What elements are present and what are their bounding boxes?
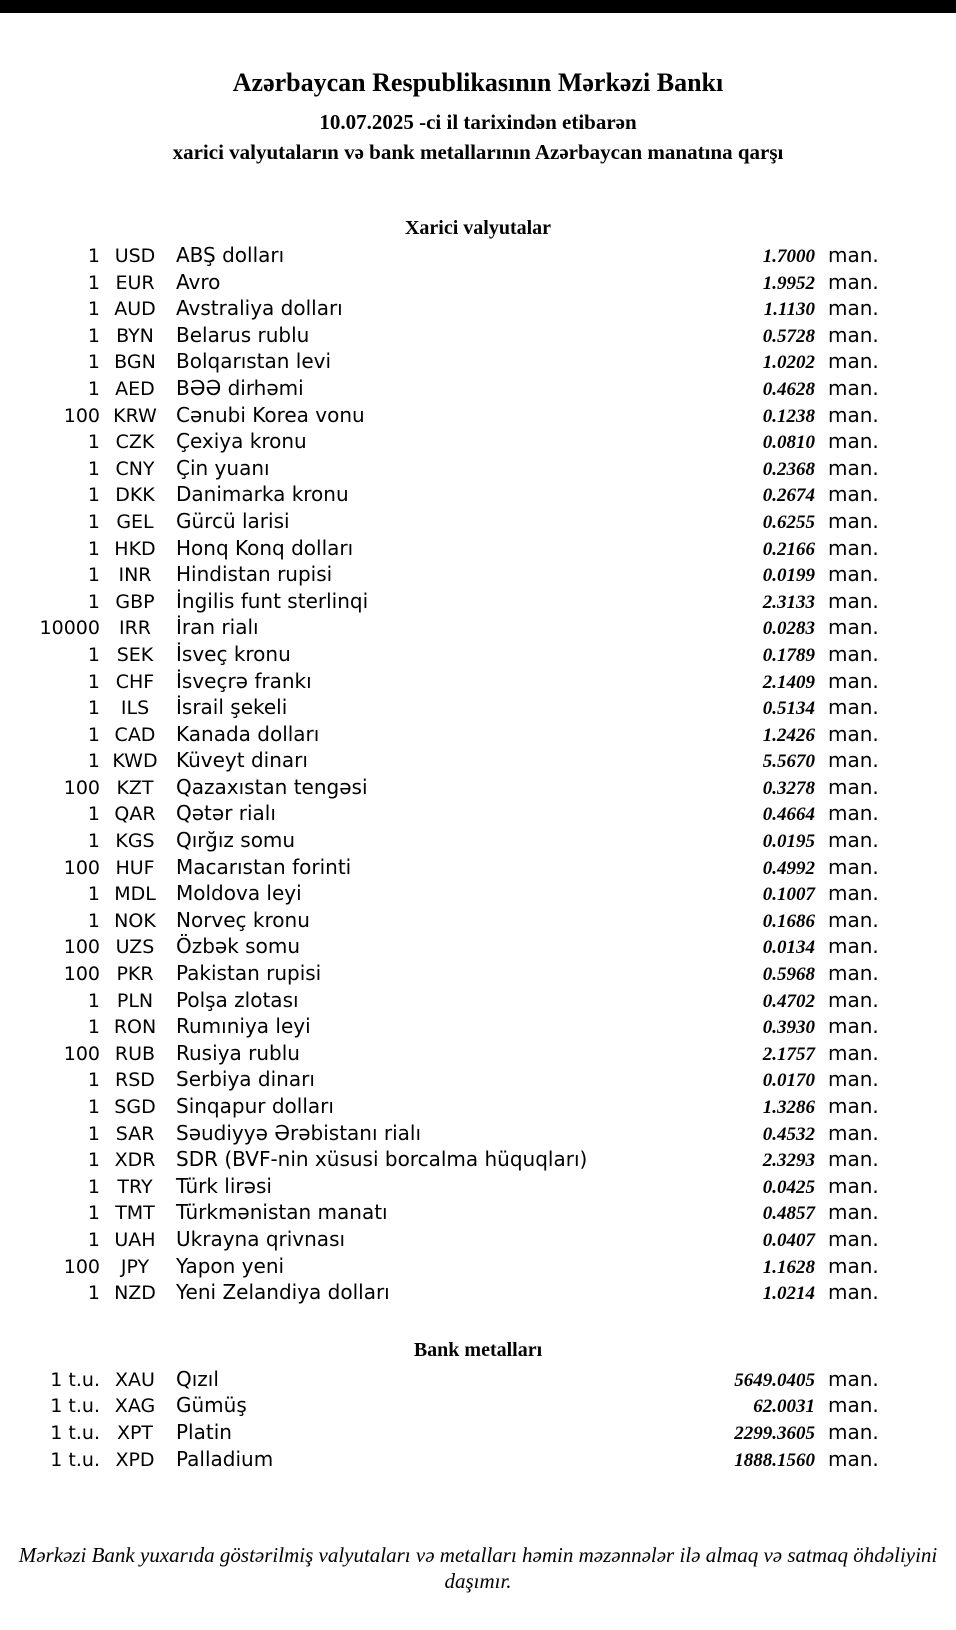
currency-code: SAR bbox=[115, 1122, 155, 1145]
currency-unit: man. bbox=[828, 828, 879, 853]
currency-name: Serbiya dinarı bbox=[176, 1067, 315, 1092]
metal-quantity: 1 t.u. bbox=[50, 1448, 100, 1471]
currency-rate: 1.7000 bbox=[762, 246, 815, 267]
currency-code: KRW bbox=[113, 404, 157, 427]
currency-rate: 0.3278 bbox=[762, 777, 815, 799]
currency-rate: 0.2368 bbox=[762, 458, 815, 480]
currency-unit: man. bbox=[828, 961, 879, 986]
currency-name: Polşa zlotası bbox=[176, 987, 299, 1012]
currency-name: BƏƏ dirhəmi bbox=[176, 375, 304, 400]
currency-name: Səudiyyə Ərəbistanı rialı bbox=[176, 1120, 422, 1145]
currency-name: Hindistan rupisi bbox=[176, 562, 333, 587]
currency-unit: man. bbox=[828, 1147, 879, 1172]
currency-name: Bolqarıstan levi bbox=[176, 349, 332, 374]
currency-rate: 0.4664 bbox=[762, 804, 815, 826]
currency-code: CNY bbox=[115, 457, 155, 480]
metal-row bbox=[0, 1392, 956, 1419]
metal-unit: man. bbox=[828, 1366, 879, 1391]
metal-code: XAU bbox=[115, 1368, 155, 1391]
currency-code: AUD bbox=[114, 298, 156, 321]
currency-row bbox=[0, 1253, 956, 1280]
currency-rate: 0.4702 bbox=[762, 990, 815, 1012]
currency-name: ABŞ dolları bbox=[176, 243, 285, 267]
currency-rate: 1.2426 bbox=[762, 724, 815, 746]
currency-unit: man. bbox=[828, 934, 879, 959]
currency-unit: man. bbox=[828, 1094, 879, 1118]
currency-name: Avro bbox=[176, 269, 221, 294]
currency-unit: man. bbox=[828, 748, 879, 773]
currency-code: RON bbox=[113, 1016, 157, 1039]
currency-row bbox=[0, 880, 956, 907]
currency-rate: 2.3293 bbox=[762, 1150, 815, 1172]
currency-unit: man. bbox=[828, 1120, 879, 1145]
currency-quantity: 1 bbox=[87, 298, 100, 321]
currency-quantity: 1 bbox=[87, 830, 100, 853]
currency-quantity: 1 bbox=[87, 1122, 100, 1145]
currency-quantity: 1 bbox=[87, 537, 100, 560]
currency-rate: 0.4628 bbox=[762, 378, 815, 400]
metal-row bbox=[0, 1366, 956, 1393]
currency-unit: man. bbox=[828, 1200, 879, 1225]
currency-code: BYN bbox=[116, 324, 154, 347]
currency-name: İsveçrə frankı bbox=[176, 668, 312, 693]
currency-name: Macarıstan forinti bbox=[176, 854, 352, 879]
metal-code: XPT bbox=[116, 1421, 154, 1444]
currency-quantity: 1 bbox=[87, 564, 100, 587]
currency-unit: man. bbox=[828, 641, 879, 666]
metal-quantity: 1 t.u. bbox=[50, 1421, 100, 1444]
bank-disclaimer: Mərkəzi Bank yuxarıda göstərilmiş valyutaları və metalları həmin məzənnələr ilə almaq və satmaq öhdəliyini daşımır. bbox=[18, 1543, 938, 1594]
effective-date-line: 10.07.2025 -ci il tarixindən etibarən bbox=[319, 110, 637, 134]
currency-rate: 1.3286 bbox=[762, 1097, 815, 1118]
currency-name: Çexiya kronu bbox=[176, 429, 307, 454]
currency-quantity: 1 bbox=[87, 803, 100, 826]
currency-name: Qırğız somu bbox=[176, 828, 296, 853]
currency-row bbox=[0, 774, 956, 801]
metals-table bbox=[0, 1366, 956, 1472]
currency-code: SGD bbox=[114, 1096, 156, 1118]
currency-code: RSD bbox=[115, 1069, 155, 1092]
currency-unit: man. bbox=[828, 854, 879, 879]
currency-row bbox=[0, 854, 956, 881]
currency-rate: 0.4992 bbox=[762, 857, 815, 879]
currency-unit: man. bbox=[828, 1253, 879, 1278]
currency-unit: man. bbox=[828, 322, 879, 347]
currency-unit: man. bbox=[828, 1226, 879, 1251]
currency-code: SEK bbox=[116, 643, 154, 666]
currency-name: Küveyt dinarı bbox=[176, 748, 308, 773]
metal-row bbox=[0, 1446, 956, 1473]
currency-code: CHF bbox=[115, 670, 155, 693]
currency-quantity: 100 bbox=[63, 1042, 100, 1065]
currency-code: HUF bbox=[115, 856, 155, 879]
currency-unit: man. bbox=[828, 695, 879, 720]
currency-unit: man. bbox=[828, 668, 879, 693]
currency-rate: 0.4857 bbox=[762, 1203, 815, 1225]
currency-rate: 0.2166 bbox=[762, 538, 815, 560]
currency-unit: man. bbox=[828, 296, 879, 321]
currency-rate: 0.0199 bbox=[762, 565, 815, 587]
currency-name: Danimarka kronu bbox=[176, 482, 349, 507]
currency-name: Türk lirəsi bbox=[176, 1173, 272, 1198]
currency-row bbox=[0, 694, 956, 721]
currency-quantity: 1 bbox=[87, 1069, 100, 1092]
currency-quantity: 100 bbox=[63, 963, 100, 986]
currency-name: Sinqapur dolları bbox=[176, 1094, 334, 1118]
currency-name: Qazaxıstan tengəsi bbox=[176, 774, 368, 799]
currency-name: Yapon yeni bbox=[176, 1253, 285, 1278]
currency-quantity: 1 bbox=[87, 723, 100, 746]
currency-quantity: 100 bbox=[63, 404, 100, 427]
currency-rate: 0.3930 bbox=[762, 1017, 815, 1039]
currency-row bbox=[0, 1226, 956, 1253]
currency-rate: 1.1628 bbox=[762, 1256, 815, 1278]
currency-quantity: 100 bbox=[63, 936, 100, 959]
currency-rate: 0.5728 bbox=[762, 325, 815, 347]
currency-quantity: 1 bbox=[87, 1149, 100, 1172]
metal-rate: 2299.3605 bbox=[734, 1422, 815, 1444]
currency-code: KZT bbox=[116, 776, 154, 799]
currency-name: Norveç kronu bbox=[176, 907, 310, 932]
metal-name: Palladium bbox=[176, 1446, 274, 1471]
currency-code: HKD bbox=[114, 537, 156, 560]
currency-code: RUB bbox=[114, 1042, 156, 1065]
currency-unit: man. bbox=[828, 243, 879, 267]
currency-code: GEL bbox=[116, 510, 154, 533]
currency-unit: man. bbox=[828, 615, 879, 640]
currency-rate: 1.9952 bbox=[762, 272, 815, 294]
currency-rate: 0.1686 bbox=[762, 910, 815, 932]
currency-name: Rusiya rublu bbox=[176, 1040, 300, 1065]
currency-rate: 2.1757 bbox=[762, 1043, 815, 1065]
currency-name: Ukrayna qrivnası bbox=[176, 1226, 346, 1251]
currency-quantity: 1 bbox=[87, 457, 100, 480]
currency-rate: 0.0134 bbox=[762, 937, 815, 959]
currency-name: Çin yuanı bbox=[176, 455, 270, 480]
currency-unit: man. bbox=[828, 1040, 879, 1065]
window-top-bar bbox=[0, 0, 956, 13]
currencies-table bbox=[0, 242, 956, 1306]
currency-unit: man. bbox=[828, 535, 879, 560]
currency-name: Kanada dolları bbox=[176, 721, 320, 746]
currency-row bbox=[0, 269, 956, 296]
currency-name: Pakistan rupisi bbox=[176, 961, 322, 986]
currency-row bbox=[0, 1040, 956, 1067]
currency-quantity: 1 bbox=[87, 1016, 100, 1039]
currency-unit: man. bbox=[828, 721, 879, 746]
currency-unit: man. bbox=[828, 402, 879, 427]
currency-unit: man. bbox=[828, 1173, 879, 1198]
currency-quantity: 1 bbox=[87, 643, 100, 666]
currency-code: TMT bbox=[115, 1202, 155, 1225]
currency-unit: man. bbox=[828, 508, 879, 533]
currency-row bbox=[0, 322, 956, 349]
currency-quantity: 100 bbox=[63, 856, 100, 879]
currency-code: NZD bbox=[114, 1282, 156, 1305]
currency-code: DKK bbox=[115, 484, 155, 507]
currency-name: Honq Konq dolları bbox=[176, 535, 354, 560]
currency-quantity: 1 bbox=[87, 510, 100, 533]
currency-row bbox=[0, 933, 956, 960]
currency-name: Belarus rublu bbox=[176, 322, 310, 347]
metals-section-heading: Bank metalları bbox=[413, 1338, 543, 1361]
metal-rate: 62.0031 bbox=[753, 1396, 815, 1418]
currency-row bbox=[0, 428, 956, 455]
currency-quantity: 1 bbox=[87, 697, 100, 720]
metal-quantity: 1 t.u. bbox=[50, 1395, 100, 1418]
currency-row bbox=[0, 481, 956, 508]
metal-quantity: 1 t.u. bbox=[50, 1368, 100, 1391]
currency-rate: 1.1130 bbox=[763, 299, 815, 321]
currency-unit: man. bbox=[828, 774, 879, 799]
currency-name: Gürcü larisi bbox=[176, 508, 290, 533]
currency-rate: 0.0283 bbox=[762, 618, 815, 640]
currency-rate: 0.5968 bbox=[762, 964, 815, 986]
currency-code: TRY bbox=[117, 1175, 153, 1198]
currency-name: SDR (BVF-nin xüsusi borcalma hüquqları) bbox=[176, 1147, 588, 1172]
currency-rate: 0.0425 bbox=[762, 1176, 815, 1198]
currency-row bbox=[0, 668, 956, 695]
metal-unit: man. bbox=[828, 1446, 879, 1471]
currencies-section-heading: Xarici valyutalar bbox=[404, 217, 552, 239]
currency-row bbox=[0, 1199, 956, 1226]
currency-code: QAR bbox=[114, 803, 156, 826]
currency-unit: man. bbox=[828, 881, 879, 906]
metal-name: Platin bbox=[176, 1419, 232, 1444]
currency-rate: 2.3133 bbox=[762, 591, 815, 613]
currency-quantity: 1 bbox=[87, 1096, 100, 1118]
currency-row bbox=[0, 1066, 956, 1093]
currency-name: Cənubi Korea vonu bbox=[176, 402, 365, 427]
currency-code: UZS bbox=[115, 936, 155, 959]
page-title: Azərbaycan Respublikasının Mərkəzi Bankı bbox=[232, 68, 724, 97]
currency-row bbox=[0, 641, 956, 668]
currency-code: GBP bbox=[115, 590, 155, 613]
currency-unit: man. bbox=[828, 482, 879, 507]
metal-row bbox=[0, 1419, 956, 1446]
currency-quantity: 1 bbox=[87, 245, 100, 267]
currency-quantity: 1 bbox=[87, 351, 100, 374]
currency-row bbox=[0, 614, 956, 641]
currency-unit: man. bbox=[828, 1067, 879, 1092]
currency-name: Moldova leyi bbox=[176, 881, 302, 906]
currency-quantity: 1 bbox=[87, 1228, 100, 1251]
currency-row bbox=[0, 1093, 956, 1120]
currency-rate: 1.0214 bbox=[762, 1283, 815, 1305]
currency-row bbox=[0, 907, 956, 934]
currency-name: Türkmənistan manatı bbox=[176, 1200, 388, 1225]
currency-unit: man. bbox=[828, 562, 879, 587]
metal-unit: man. bbox=[828, 1393, 879, 1418]
currency-quantity: 1 bbox=[87, 670, 100, 693]
currency-rate: 0.5134 bbox=[762, 698, 815, 720]
currency-code: ILS bbox=[120, 697, 150, 720]
currency-quantity: 1 bbox=[87, 989, 100, 1012]
currency-code: KGS bbox=[115, 830, 155, 853]
currency-row bbox=[0, 375, 956, 402]
metal-rate: 5649.0405 bbox=[734, 1369, 815, 1391]
currency-rate: 0.2674 bbox=[762, 485, 815, 507]
currency-unit: man. bbox=[828, 349, 879, 374]
currency-rate: 0.0170 bbox=[762, 1070, 815, 1092]
currency-rate: 0.0810 bbox=[762, 432, 815, 454]
currency-row bbox=[0, 987, 956, 1014]
currency-code: PKR bbox=[116, 963, 154, 986]
currency-unit: man. bbox=[828, 1014, 879, 1039]
metal-name: Qızıl bbox=[176, 1366, 219, 1391]
currency-quantity: 10000 bbox=[39, 617, 100, 640]
metal-code: XPD bbox=[115, 1448, 155, 1471]
currency-name: İngilis funt sterlinqi bbox=[176, 588, 369, 613]
currency-row bbox=[0, 402, 956, 429]
currency-rate: 0.1789 bbox=[762, 644, 815, 666]
metal-rate: 1888.1560 bbox=[734, 1449, 815, 1471]
currency-name: Yeni Zelandiya dolları bbox=[176, 1280, 390, 1305]
currency-row bbox=[0, 561, 956, 588]
currency-code: USD bbox=[114, 245, 156, 267]
currency-code: CZK bbox=[115, 431, 155, 454]
metal-name: Gümüş bbox=[176, 1393, 247, 1418]
currency-row bbox=[0, 1120, 956, 1147]
currency-quantity: 1 bbox=[87, 750, 100, 773]
metal-unit: man. bbox=[828, 1419, 879, 1444]
currency-row bbox=[0, 1279, 956, 1306]
currency-rate: 0.4532 bbox=[762, 1123, 815, 1145]
currency-row bbox=[0, 721, 956, 748]
currency-row bbox=[0, 800, 956, 827]
currency-row bbox=[0, 242, 956, 269]
currency-name: İsrail şekeli bbox=[176, 695, 288, 720]
currency-unit: man. bbox=[828, 455, 879, 480]
currency-row bbox=[0, 1146, 956, 1173]
currency-code: EUR bbox=[115, 271, 155, 294]
currency-unit: man. bbox=[828, 1280, 879, 1305]
currency-row bbox=[0, 508, 956, 535]
currency-code: UAH bbox=[114, 1228, 156, 1251]
currency-code: AED bbox=[115, 377, 155, 400]
currency-code: CAD bbox=[114, 723, 156, 746]
currency-row bbox=[0, 295, 956, 322]
metal-code: XAG bbox=[114, 1395, 156, 1418]
currency-rate: 0.6255 bbox=[762, 511, 815, 533]
currency-unit: man. bbox=[828, 801, 879, 826]
currency-code: JPY bbox=[120, 1255, 150, 1278]
currency-name: Qətər rialı bbox=[176, 801, 276, 826]
currency-rate: 0.1007 bbox=[762, 884, 815, 906]
currency-row bbox=[0, 827, 956, 854]
currency-unit: man. bbox=[828, 429, 879, 454]
currency-row bbox=[0, 348, 956, 375]
currency-quantity: 100 bbox=[63, 776, 100, 799]
currency-code: BGN bbox=[114, 351, 156, 374]
currency-code: IRR bbox=[118, 617, 151, 640]
currency-name: İran rialı bbox=[176, 615, 259, 640]
currency-quantity: 1 bbox=[87, 1175, 100, 1198]
currency-row bbox=[0, 455, 956, 482]
currency-quantity: 1 bbox=[87, 1282, 100, 1305]
currency-rate: 2.1409 bbox=[762, 671, 815, 693]
currency-row bbox=[0, 588, 956, 615]
currency-quantity: 100 bbox=[63, 1255, 100, 1278]
currency-code: INR bbox=[118, 564, 152, 587]
currency-code: NOK bbox=[114, 909, 156, 932]
currency-unit: man. bbox=[828, 588, 879, 613]
currency-row bbox=[0, 1013, 956, 1040]
currency-rate: 0.0407 bbox=[762, 1229, 815, 1251]
currency-unit: man. bbox=[828, 987, 879, 1012]
currency-rate: 1.0202 bbox=[762, 352, 815, 374]
currency-unit: man. bbox=[828, 269, 879, 294]
currency-quantity: 1 bbox=[87, 883, 100, 906]
currency-name: Özbək somu bbox=[176, 934, 300, 959]
currency-row bbox=[0, 1173, 956, 1200]
currency-name: İsveç kronu bbox=[176, 641, 291, 666]
rates-description-line: xarici valyutaların və bank metallarının Azərbaycan manatına qarşı bbox=[172, 140, 784, 164]
currency-code: XDR bbox=[114, 1149, 156, 1172]
currency-quantity: 1 bbox=[87, 484, 100, 507]
currency-quantity: 1 bbox=[87, 1202, 100, 1225]
currency-quantity: 1 bbox=[87, 324, 100, 347]
currency-quantity: 1 bbox=[87, 271, 100, 294]
currency-name: Rumıniya leyi bbox=[176, 1014, 311, 1039]
currency-row bbox=[0, 960, 956, 987]
currency-name: Avstraliya dolları bbox=[176, 296, 343, 321]
currency-rate: 0.0195 bbox=[762, 831, 815, 853]
currency-unit: man. bbox=[828, 907, 879, 932]
currency-rate: 0.1238 bbox=[762, 405, 815, 427]
currency-code: MDL bbox=[114, 883, 156, 906]
currency-quantity: 1 bbox=[87, 590, 100, 613]
currency-unit: man. bbox=[828, 375, 879, 400]
currency-quantity: 1 bbox=[87, 909, 100, 932]
currency-rate: 5.5670 bbox=[762, 751, 815, 773]
currency-row bbox=[0, 747, 956, 774]
currency-row bbox=[0, 535, 956, 562]
currency-quantity: 1 bbox=[87, 431, 100, 454]
currency-code: KWD bbox=[112, 750, 158, 773]
currency-code: PLN bbox=[116, 989, 154, 1012]
currency-quantity: 1 bbox=[87, 377, 100, 400]
